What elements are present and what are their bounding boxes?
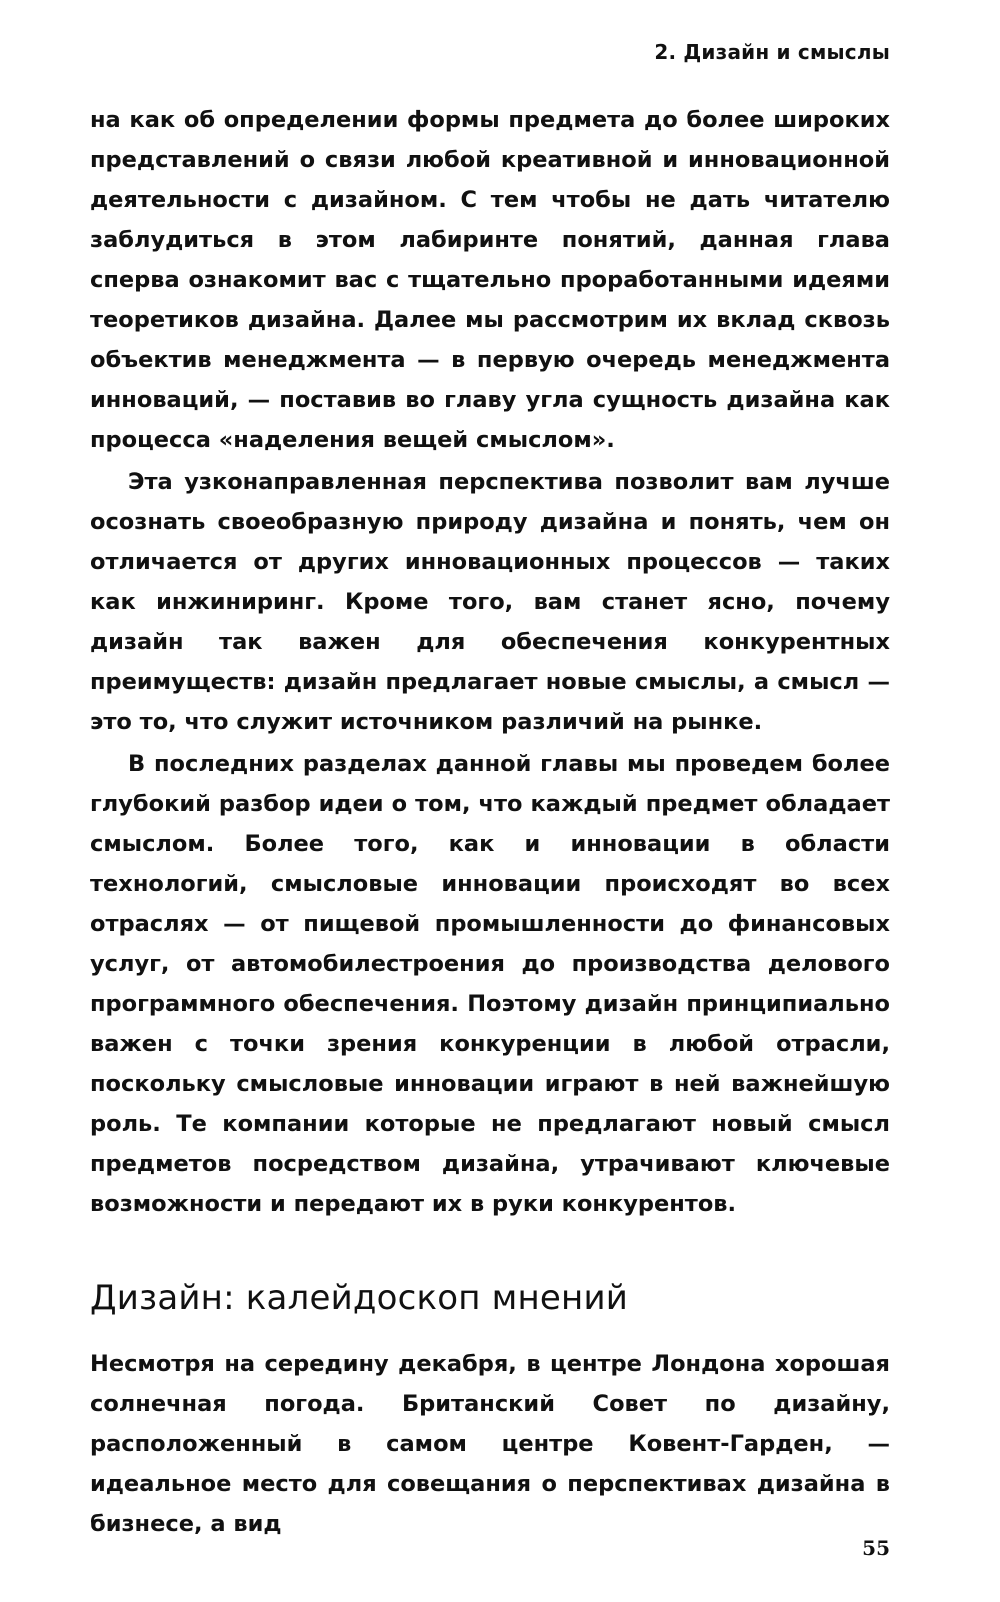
paragraph: В последних разделах данной главы мы проведем более глубокий разбор идеи о том, что каждый предмет обладает смыслом. Более того, как и инновации в области технологий, смысловые инновации происходят во всех отраслях — от пищевой промышленности до финансовых услуг, от автомобилестроения до производства делового программного обеспечения. Поэтому дизайн принципиально важен с точки зрения конкуренции в любой отрасли, поскольку смысловые инновации играют в ней важнейшую роль. Те компании которые не предлагают новый смысл предметов посредством дизайна, утрачивают ключевые возможности и передают их в руки конкурентов. (90, 751, 890, 1217)
running-header: 2. Дизайн и смыслы (654, 40, 890, 64)
section-heading: Дизайн: калейдоскоп мнений (90, 1278, 629, 1318)
page-body (90, 100, 890, 1544)
page-number: 55 (862, 1536, 890, 1560)
paragraph: Несмотря на середину декабря, в центре Лондона хорошая солнечная погода. Британский Совет по дизайну, расположенный в самом центре Ковент-Гарден, — идеальное место для совещания о перспективах дизайна в бизнесе, а вид (90, 1351, 890, 1537)
paragraph-continued: на как об определении формы предмета до более широких представлений о связи любой креативной и инновационной деятельности с дизайном. С тем чтобы не дать читателю заблудиться в этом лабиринте понятий, данная глава сперва ознакомит вас с тщательно проработанными идеями теоретиков дизайна. Далее мы рассмотрим их вклад сквозь объектив менеджмента — в первую очередь менеджмента инноваций, — поставив во главу угла сущность дизайна как процесса «наделения вещей смыслом». (90, 107, 890, 453)
paragraph: Эта узконаправленная перспектива позволит вам лучше осознать своеобразную природу дизайна и понять, чем он отличается от других инновационных процессов — таких как инжиниринг. Кроме того, вам станет ясно, почему дизайн так важен для обеспечения конкурентных преимуществ: дизайн предлагает новые смыслы, а смысл — это то, что служит источником различий на рынке. (90, 469, 890, 735)
